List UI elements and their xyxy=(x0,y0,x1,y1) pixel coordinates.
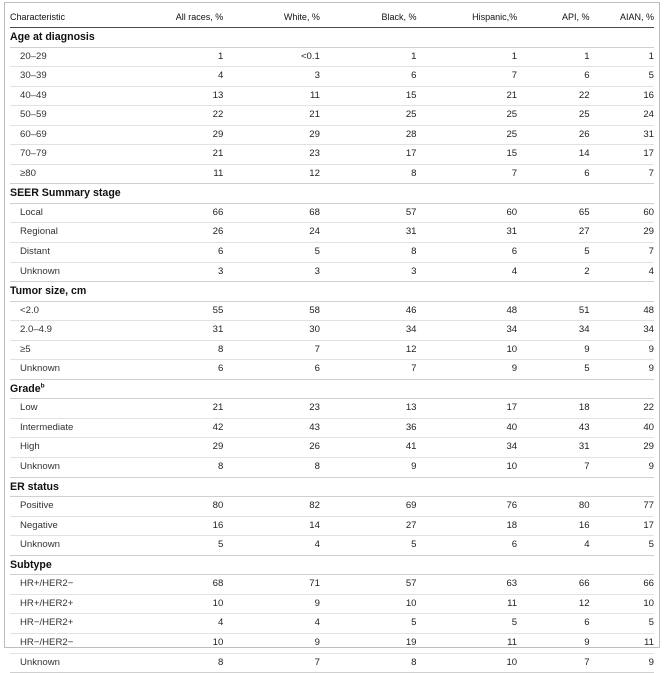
row-label: Low xyxy=(10,399,151,419)
column-header-all-races: All races, % xyxy=(151,6,223,28)
table-row xyxy=(10,653,654,673)
row-label: ≥5 xyxy=(10,340,151,360)
section-header-row xyxy=(10,477,654,497)
table-cell: 9 xyxy=(590,653,654,673)
table-cell: 29 xyxy=(590,223,654,243)
row-label: 20–29 xyxy=(10,47,151,67)
table-cell: 25 xyxy=(320,106,417,126)
row-label: Distant xyxy=(10,243,151,263)
table-cell: 6 xyxy=(151,243,223,263)
table-cell: 8 xyxy=(320,243,417,263)
section-header-row xyxy=(10,555,654,575)
table-row xyxy=(10,438,654,458)
table-cell: 1 xyxy=(151,47,223,67)
table-cell: 5 xyxy=(223,243,320,263)
table-cell: 3 xyxy=(151,262,223,282)
section-header-row xyxy=(10,184,654,204)
table-cell: 27 xyxy=(320,516,417,536)
table-cell: 10 xyxy=(417,340,518,360)
row-label: Unknown xyxy=(10,653,151,673)
column-header-black: Black, % xyxy=(320,6,417,28)
table-row xyxy=(10,536,654,556)
table-cell: 4 xyxy=(590,262,654,282)
table-row xyxy=(10,203,654,223)
table-cell: 26 xyxy=(223,438,320,458)
table-cell: 77 xyxy=(590,497,654,517)
table-cell: 6 xyxy=(417,536,518,556)
table-cell: 9 xyxy=(590,340,654,360)
table-cell: 10 xyxy=(590,594,654,614)
table-cell: 31 xyxy=(417,223,518,243)
table-cell: 3 xyxy=(223,262,320,282)
column-header-white: White, % xyxy=(223,6,320,28)
table-cell: 17 xyxy=(590,145,654,165)
table-cell: 60 xyxy=(590,203,654,223)
table-cell: 5 xyxy=(590,614,654,634)
table-cell: 6 xyxy=(517,614,589,634)
table-cell: 25 xyxy=(417,125,518,145)
table-cell: 3 xyxy=(223,67,320,87)
table-cell: 12 xyxy=(320,340,417,360)
table-cell: 7 xyxy=(590,164,654,184)
section-title-text: Subtype xyxy=(10,558,52,571)
row-label: <2.0 xyxy=(10,301,151,321)
table-cell: 66 xyxy=(590,575,654,595)
column-header-api: API, % xyxy=(517,6,589,28)
table-row xyxy=(10,106,654,126)
table-cell: 17 xyxy=(590,516,654,536)
table-cell: 8 xyxy=(151,653,223,673)
table-cell: 7 xyxy=(417,67,518,87)
table-row xyxy=(10,125,654,145)
section-title-text: ER status xyxy=(10,480,59,493)
row-label: Positive xyxy=(10,497,151,517)
table-cell: 34 xyxy=(320,321,417,341)
table-cell: 7 xyxy=(320,360,417,380)
table-cell: 43 xyxy=(223,418,320,438)
section-header-row xyxy=(10,28,654,48)
column-header-aian: AIAN, % xyxy=(590,6,654,28)
table-cell: 3 xyxy=(320,262,417,282)
row-label: Unknown xyxy=(10,360,151,380)
table-cell: 5 xyxy=(517,243,589,263)
table-cell: 58 xyxy=(223,301,320,321)
table-cell: 31 xyxy=(151,321,223,341)
table-cell: 21 xyxy=(417,86,518,106)
table-row xyxy=(10,243,654,263)
table-cell: 11 xyxy=(151,164,223,184)
column-header-hispanic: Hispanic,% xyxy=(417,6,518,28)
table-cell: 9 xyxy=(320,458,417,478)
table-cell: 1 xyxy=(590,47,654,67)
table-cell: 12 xyxy=(517,594,589,614)
table-cell: 36 xyxy=(320,418,417,438)
table-cell: 2 xyxy=(517,262,589,282)
table-cell: 69 xyxy=(320,497,417,517)
table-cell: 8 xyxy=(223,458,320,478)
table-cell: 9 xyxy=(517,633,589,653)
row-label: HR−/HER2− xyxy=(10,633,151,653)
table-cell: 34 xyxy=(590,321,654,341)
table-cell: 48 xyxy=(590,301,654,321)
table-cell: 9 xyxy=(590,360,654,380)
table-cell: 22 xyxy=(590,399,654,419)
table-cell: 60 xyxy=(417,203,518,223)
table-cell: 34 xyxy=(417,321,518,341)
row-label: HR+/HER2− xyxy=(10,575,151,595)
table-row xyxy=(10,458,654,478)
table-cell: 4 xyxy=(223,536,320,556)
table-cell: 48 xyxy=(417,301,518,321)
table-cell: 4 xyxy=(223,614,320,634)
table-cell: 15 xyxy=(320,86,417,106)
table-row xyxy=(10,164,654,184)
table-cell: 27 xyxy=(517,223,589,243)
section-title-text: SEER Summary stage xyxy=(10,187,121,200)
table-cell: 18 xyxy=(517,399,589,419)
table-cell: 8 xyxy=(320,653,417,673)
table-cell: 4 xyxy=(417,262,518,282)
table-cell: 34 xyxy=(517,321,589,341)
table-cell: 12 xyxy=(223,164,320,184)
row-label: Regional xyxy=(10,223,151,243)
table-cell: 7 xyxy=(517,458,589,478)
table-cell: 42 xyxy=(151,418,223,438)
row-label: ≥80 xyxy=(10,164,151,184)
table-row xyxy=(10,418,654,438)
table-cell: 34 xyxy=(417,438,518,458)
table-row xyxy=(10,575,654,595)
table-cell: 16 xyxy=(151,516,223,536)
table-cell: 9 xyxy=(223,633,320,653)
table-cell: 17 xyxy=(320,145,417,165)
table-cell: 22 xyxy=(151,106,223,126)
table-cell: 51 xyxy=(517,301,589,321)
table-cell: 6 xyxy=(517,164,589,184)
table-cell: 57 xyxy=(320,203,417,223)
table-cell: 29 xyxy=(151,125,223,145)
header-row xyxy=(10,6,654,28)
table-cell: 71 xyxy=(223,575,320,595)
table-cell: 4 xyxy=(517,536,589,556)
table-cell: 5 xyxy=(517,360,589,380)
table-cell: 6 xyxy=(223,360,320,380)
section-title xyxy=(10,282,654,302)
footnote-marker: b xyxy=(40,382,45,390)
table-row xyxy=(10,47,654,67)
table-cell: 18 xyxy=(417,516,518,536)
row-label: 50–59 xyxy=(10,106,151,126)
table-cell: 82 xyxy=(223,497,320,517)
table-cell: 8 xyxy=(151,340,223,360)
table-cell: 1 xyxy=(417,47,518,67)
data-table xyxy=(10,6,654,673)
table-cell: 5 xyxy=(590,67,654,87)
row-label: Intermediate xyxy=(10,418,151,438)
table-cell: 25 xyxy=(517,106,589,126)
table-row xyxy=(10,340,654,360)
table-cell: 28 xyxy=(320,125,417,145)
table-row xyxy=(10,86,654,106)
row-label: Unknown xyxy=(10,536,151,556)
row-label: High xyxy=(10,438,151,458)
table-row xyxy=(10,497,654,517)
row-label: 70–79 xyxy=(10,145,151,165)
table-cell: 46 xyxy=(320,301,417,321)
table-cell: 1 xyxy=(517,47,589,67)
table-cell: <0.1 xyxy=(223,47,320,67)
table-cell: 21 xyxy=(151,399,223,419)
table-cell: 31 xyxy=(320,223,417,243)
table-row xyxy=(10,633,654,653)
table-cell: 22 xyxy=(517,86,589,106)
table-cell: 9 xyxy=(590,458,654,478)
section-header-row xyxy=(10,379,654,399)
table-cell: 41 xyxy=(320,438,417,458)
table-cell: 31 xyxy=(590,125,654,145)
table-cell: 26 xyxy=(517,125,589,145)
table-cell: 24 xyxy=(590,106,654,126)
table-cell: 11 xyxy=(417,633,518,653)
table-cell: 14 xyxy=(223,516,320,536)
row-label: 60–69 xyxy=(10,125,151,145)
table-cell: 7 xyxy=(590,243,654,263)
table-cell: 4 xyxy=(151,67,223,87)
table-cell: 7 xyxy=(223,653,320,673)
table-cell: 11 xyxy=(223,86,320,106)
table-cell: 9 xyxy=(417,360,518,380)
table-row xyxy=(10,321,654,341)
row-label: 30–39 xyxy=(10,67,151,87)
table-row xyxy=(10,399,654,419)
table-cell: 16 xyxy=(517,516,589,536)
table-cell: 11 xyxy=(590,633,654,653)
table-cell: 76 xyxy=(417,497,518,517)
table-cell: 10 xyxy=(320,594,417,614)
table-row xyxy=(10,223,654,243)
table-cell: 19 xyxy=(320,633,417,653)
section-title xyxy=(10,477,654,497)
table-cell: 55 xyxy=(151,301,223,321)
row-label: HR−/HER2+ xyxy=(10,614,151,634)
table-cell: 14 xyxy=(517,145,589,165)
table-cell: 5 xyxy=(320,614,417,634)
table-row xyxy=(10,67,654,87)
table-row xyxy=(10,614,654,634)
table-cell: 31 xyxy=(517,438,589,458)
table-cell: 6 xyxy=(417,243,518,263)
table-cell: 10 xyxy=(151,633,223,653)
table-cell: 23 xyxy=(223,399,320,419)
table-cell: 65 xyxy=(517,203,589,223)
row-label: Unknown xyxy=(10,262,151,282)
table-cell: 8 xyxy=(151,458,223,478)
table-cell: 6 xyxy=(517,67,589,87)
table-cell: 11 xyxy=(417,594,518,614)
table-cell: 63 xyxy=(417,575,518,595)
table-cell: 7 xyxy=(417,164,518,184)
table-cell: 30 xyxy=(223,321,320,341)
row-label: 2.0–4.9 xyxy=(10,321,151,341)
table-cell: 13 xyxy=(320,399,417,419)
table-row xyxy=(10,145,654,165)
section-title xyxy=(10,555,654,575)
section-title-text: Age at diagnosis xyxy=(10,31,95,43)
column-header-characteristic: Characteristic xyxy=(10,6,151,28)
table-cell: 68 xyxy=(223,203,320,223)
table-cell: 26 xyxy=(151,223,223,243)
table-cell: 80 xyxy=(517,497,589,517)
table-cell: 10 xyxy=(151,594,223,614)
table-cell: 15 xyxy=(417,145,518,165)
table-cell: 29 xyxy=(151,438,223,458)
table-cell: 40 xyxy=(417,418,518,438)
table-row xyxy=(10,360,654,380)
row-label: 40–49 xyxy=(10,86,151,106)
table-cell: 10 xyxy=(417,458,518,478)
table-cell: 6 xyxy=(320,67,417,87)
table-cell: 66 xyxy=(517,575,589,595)
table-cell: 4 xyxy=(151,614,223,634)
table-cell: 57 xyxy=(320,575,417,595)
row-label: Negative xyxy=(10,516,151,536)
table-cell: 5 xyxy=(417,614,518,634)
table-cell: 25 xyxy=(417,106,518,126)
table-cell: 29 xyxy=(223,125,320,145)
table-row xyxy=(10,262,654,282)
table-cell: 9 xyxy=(517,340,589,360)
table-row xyxy=(10,301,654,321)
table-row xyxy=(10,516,654,536)
table-cell: 5 xyxy=(590,536,654,556)
table-cell: 24 xyxy=(223,223,320,243)
table-cell: 10 xyxy=(417,653,518,673)
table-cell: 21 xyxy=(223,106,320,126)
table-cell: 1 xyxy=(320,47,417,67)
table-body xyxy=(10,28,654,673)
row-label: Local xyxy=(10,203,151,223)
table-cell: 7 xyxy=(223,340,320,360)
section-title-text: Tumor size, cm xyxy=(10,285,87,298)
table-cell: 5 xyxy=(320,536,417,556)
table-cell: 16 xyxy=(590,86,654,106)
section-title-text: Grade xyxy=(10,382,41,395)
table-cell: 5 xyxy=(151,536,223,556)
table-row xyxy=(10,594,654,614)
table-cell: 13 xyxy=(151,86,223,106)
table-cell: 8 xyxy=(320,164,417,184)
section-title xyxy=(10,28,654,48)
section-title xyxy=(10,379,654,399)
table-cell: 17 xyxy=(417,399,518,419)
table-cell: 43 xyxy=(517,418,589,438)
table-cell: 21 xyxy=(151,145,223,165)
table-cell: 40 xyxy=(590,418,654,438)
section-title xyxy=(10,184,654,204)
row-label: Unknown xyxy=(10,458,151,478)
table-cell: 66 xyxy=(151,203,223,223)
table-cell: 7 xyxy=(517,653,589,673)
table-cell: 80 xyxy=(151,497,223,517)
table-cell: 29 xyxy=(590,438,654,458)
section-header-row xyxy=(10,282,654,302)
table-cell: 68 xyxy=(151,575,223,595)
table-cell: 9 xyxy=(223,594,320,614)
table-cell: 23 xyxy=(223,145,320,165)
table-cell: 6 xyxy=(151,360,223,380)
row-label: HR+/HER2+ xyxy=(10,594,151,614)
